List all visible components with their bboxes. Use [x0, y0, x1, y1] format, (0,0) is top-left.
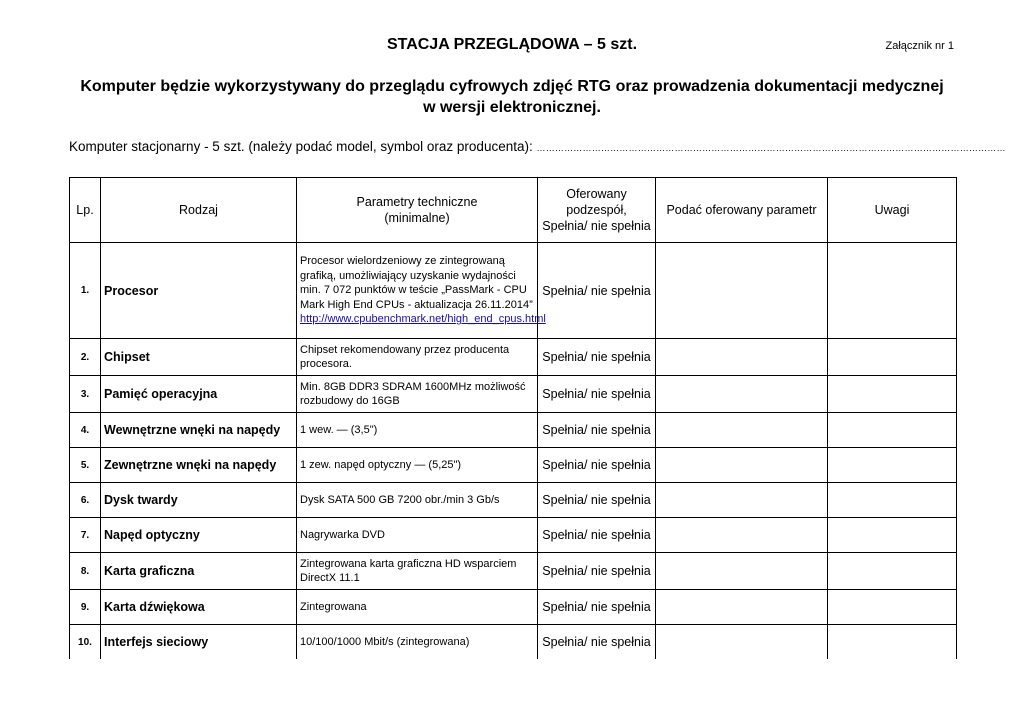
document-title: STACJA PRZEGLĄDOWA – 5 szt.	[386, 36, 638, 53]
benchmark-link[interactable]: http://www.cpubenchmark.net/high_end_cpus.html	[300, 313, 546, 326]
row-number: 5.	[70, 448, 101, 483]
table-row	[70, 413, 957, 448]
row-param: Zintegrowana karta graficzna HD wsparciem DirectX 11.1	[297, 553, 538, 590]
row-number: 3.	[70, 376, 101, 413]
row-status: Spełnia/ nie spełnia	[538, 413, 656, 448]
row-status: Spełnia/ nie spełnia	[538, 625, 656, 660]
table-row	[70, 339, 957, 376]
row-number: 8.	[70, 553, 101, 590]
row-status: Spełnia/ nie spełnia	[538, 590, 656, 625]
row-offered-value[interactable]	[656, 413, 828, 448]
row-status: Spełnia/ nie spełnia	[538, 483, 656, 518]
document-subtitle	[60, 76, 964, 118]
row-offered-value[interactable]	[656, 553, 828, 590]
row-offered-value[interactable]	[656, 243, 828, 339]
header-notes: Uwagi	[828, 178, 957, 243]
header-row	[70, 178, 957, 243]
row-status: Spełnia/ nie spełnia	[538, 518, 656, 553]
row-kind: Zewnętrzne wnęki na napędy	[101, 448, 297, 483]
row-notes[interactable]	[828, 483, 957, 518]
header-params-line-2: (minimalne)	[384, 211, 450, 225]
row-number: 2.	[70, 339, 101, 376]
row-status: Spełnia/ nie spełnia	[538, 553, 656, 590]
table-row	[70, 243, 957, 339]
row-offered-value[interactable]	[656, 590, 828, 625]
header-offered-line-2: podzespół,	[566, 203, 627, 217]
row-param	[297, 243, 546, 339]
row-param: Nagrywarka DVD	[297, 518, 538, 553]
row-offered-value[interactable]	[656, 518, 828, 553]
intro-fill-dots: ………………………………………………………………………………………………………………………………………	[536, 143, 1006, 153]
row-kind: Napęd optyczny	[101, 518, 297, 553]
row-notes[interactable]	[828, 376, 957, 413]
intro-line	[69, 139, 1006, 154]
header-offered	[538, 178, 656, 243]
spec-table	[69, 177, 957, 659]
row-status: Spełnia/ nie spełnia	[538, 448, 656, 483]
row-kind: Procesor	[101, 243, 297, 339]
row-notes[interactable]	[828, 413, 957, 448]
row-offered-value[interactable]	[656, 483, 828, 518]
row-notes[interactable]	[828, 243, 957, 339]
row-param-text: Procesor wielordzeniowy ze zintegrowaną grafiką, umożliwiający uzyskanie wydajności min. 7 072 punktów w teście „PassMark - CPU Mark High End CPUs - aktualizacja 26.11.2014”	[300, 255, 533, 311]
row-status: Spełnia/ nie spełnia	[538, 339, 656, 376]
row-number: 10.	[70, 625, 101, 660]
header-kind: Rodzaj	[101, 178, 297, 243]
header-provide: Podać oferowany parametr	[656, 178, 828, 243]
row-number: 6.	[70, 483, 101, 518]
intro-text: Komputer stacjonarny - 5 szt. (należy podać model, symbol oraz producenta):	[69, 139, 533, 154]
row-notes[interactable]	[828, 625, 957, 660]
row-number: 1.	[70, 243, 101, 339]
header-offered-line-3: Spełnia/ nie spełnia	[542, 219, 651, 233]
header-lp: Lp.	[70, 178, 101, 243]
table-row	[70, 483, 957, 518]
row-kind: Pamięć operacyjna	[101, 376, 297, 413]
subtitle-line-2: w wersji elektronicznej.	[423, 99, 601, 116]
row-number: 4.	[70, 413, 101, 448]
table-row	[70, 448, 957, 483]
row-param: 1 wew. — (3,5")	[297, 413, 538, 448]
row-kind: Karta dźwiękowa	[101, 590, 297, 625]
row-number: 7.	[70, 518, 101, 553]
row-kind: Chipset	[101, 339, 297, 376]
row-offered-value[interactable]	[656, 448, 828, 483]
row-kind: Interfejs sieciowy	[101, 625, 297, 660]
table-row	[70, 376, 957, 413]
row-number: 9.	[70, 590, 101, 625]
table-row	[70, 518, 957, 553]
row-param: Chipset rekomendowany przez producenta procesora.	[297, 339, 538, 376]
row-notes[interactable]	[828, 448, 957, 483]
row-notes[interactable]	[828, 339, 957, 376]
row-notes[interactable]	[828, 590, 957, 625]
row-kind: Dysk twardy	[101, 483, 297, 518]
row-status: Spełnia/ nie spełnia	[538, 376, 656, 413]
row-param: 10/100/1000 Mbit/s (zintegrowana)	[297, 625, 538, 660]
subtitle-line-1: Komputer będzie wykorzystywany do przeglądu cyfrowych zdjęć RTG oraz prowadzenia dokumentacji medycznej	[80, 78, 944, 95]
row-offered-value[interactable]	[656, 376, 828, 413]
row-param: Zintegrowana	[297, 590, 538, 625]
row-offered-value[interactable]	[656, 625, 828, 660]
table-row	[70, 590, 957, 625]
header-params	[297, 178, 538, 243]
annex-label: Załącznik nr 1	[885, 40, 954, 52]
table-row	[70, 553, 957, 590]
row-param: Min. 8GB DDR3 SDRAM 1600MHz możliwość rozbudowy do 16GB	[297, 376, 538, 413]
row-kind: Wewnętrzne wnęki na napędy	[101, 413, 297, 448]
row-kind: Karta graficzna	[101, 553, 297, 590]
row-param: Dysk SATA 500 GB 7200 obr./min 3 Gb/s	[297, 483, 538, 518]
row-notes[interactable]	[828, 518, 957, 553]
row-notes[interactable]	[828, 553, 957, 590]
row-offered-value[interactable]	[656, 339, 828, 376]
row-param: 1 zew. napęd optyczny — (5,25")	[297, 448, 538, 483]
header-params-line-1: Parametry techniczne	[356, 195, 478, 209]
header-offered-line-1: Oferowany	[566, 187, 627, 201]
table-row	[70, 625, 957, 660]
row-status: Spełnia/ nie spełnia	[538, 243, 656, 339]
